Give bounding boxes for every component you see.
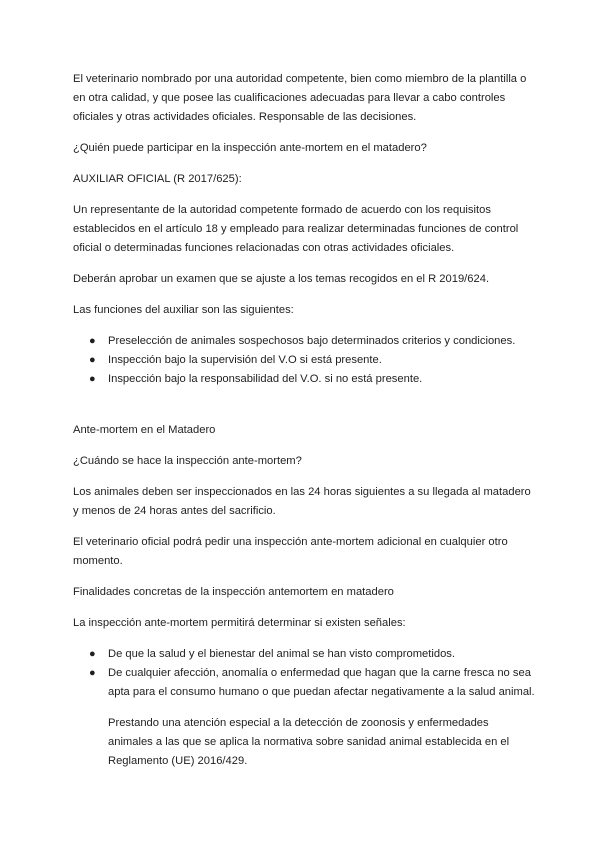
paragraph-representante: Un representante de la autoridad competente formado de acuerdo con los requisitos establecidos en el artículo 18 y empleado para realizar determinadas funciones de control oficial o determinadas funciones relacionadas con otras actividades oficiales. (73, 204, 519, 254)
list-item (73, 332, 535, 351)
paragraph-senales-intro: La inspección ante-mortem permitirá determinar si existen señales: (73, 617, 406, 629)
list-item-text: Preselección de animales sospechosos bajo determinados criterios y condiciones. (108, 335, 516, 347)
section-title-ante-mortem: Ante-mortem en el Matadero (73, 424, 216, 436)
section-spacer (73, 401, 535, 421)
bullet-icon: ● (89, 373, 96, 385)
list-item-text: De cualquier afección, anomalía o enfermedad que hagan que la carne fresca no sea apta para el consumo humano o que puedan afectar negativamente a la salud animal. (108, 667, 535, 698)
list-item (73, 351, 535, 370)
paragraph-inspeccion-adicional: El veterinario oficial podrá pedir una inspección ante-mortem adicional en cualquier otro momento. (73, 536, 508, 567)
bullet-icon: ● (89, 335, 96, 347)
bullet-icon: ● (89, 667, 96, 679)
paragraph-24-horas: Los animales deben ser inspeccionados en las 24 horas siguientes a su llegada al matadero y menos de 24 horas antes del sacrificio. (73, 486, 531, 517)
paragraph-examen: Deberán aprobar un examen que se ajuste a los temas recogidos en el R 2019/624. (73, 273, 490, 285)
list-item (73, 370, 535, 389)
bullet-icon: ● (89, 354, 96, 366)
paragraph-veterinario: El veterinario nombrado por una autoridad competente, bien como miembro de la plantilla o en otra calidad, y que posee las cualificaciones adecuadas para llevar a cabo controles oficiales y otras actividades oficiales. Responsable de las decisiones. (73, 73, 527, 123)
list-item (73, 664, 535, 702)
list-item-text: De que la salud y el bienestar del animal se han visto comprometidos. (108, 648, 455, 660)
question-quien-participa: ¿Quién puede participar en la inspección ante-mortem en el matadero? (73, 142, 427, 154)
paragraph-funciones-intro: Las funciones del auxiliar son las siguientes: (73, 304, 294, 316)
list-item-text: Inspección bajo la supervisión del V.O si está presente. (108, 354, 382, 366)
bullet-icon: ● (89, 648, 96, 660)
document-body (73, 70, 535, 783)
signals-list (73, 645, 535, 702)
heading-auxiliar-oficial: AUXILIAR OFICIAL (R 2017/625): (73, 173, 242, 185)
question-cuando: ¿Cuándo se hace la inspección ante-mortem? (73, 455, 302, 467)
list-item-text: Inspección bajo la responsabilidad del V.O. si no está presente. (108, 373, 423, 385)
list-item (73, 645, 535, 664)
subsection-title-finalidades: Finalidades concretas de la inspección antemortem en matadero (73, 586, 394, 598)
paragraph-zoonosis: Prestando una atención especial a la detección de zoonosis y enfermedades animales a las que se aplica la normativa sobre sanidad animal establecida en el Reglamento (UE) 2016/429. (108, 717, 510, 767)
functions-list (73, 332, 535, 389)
